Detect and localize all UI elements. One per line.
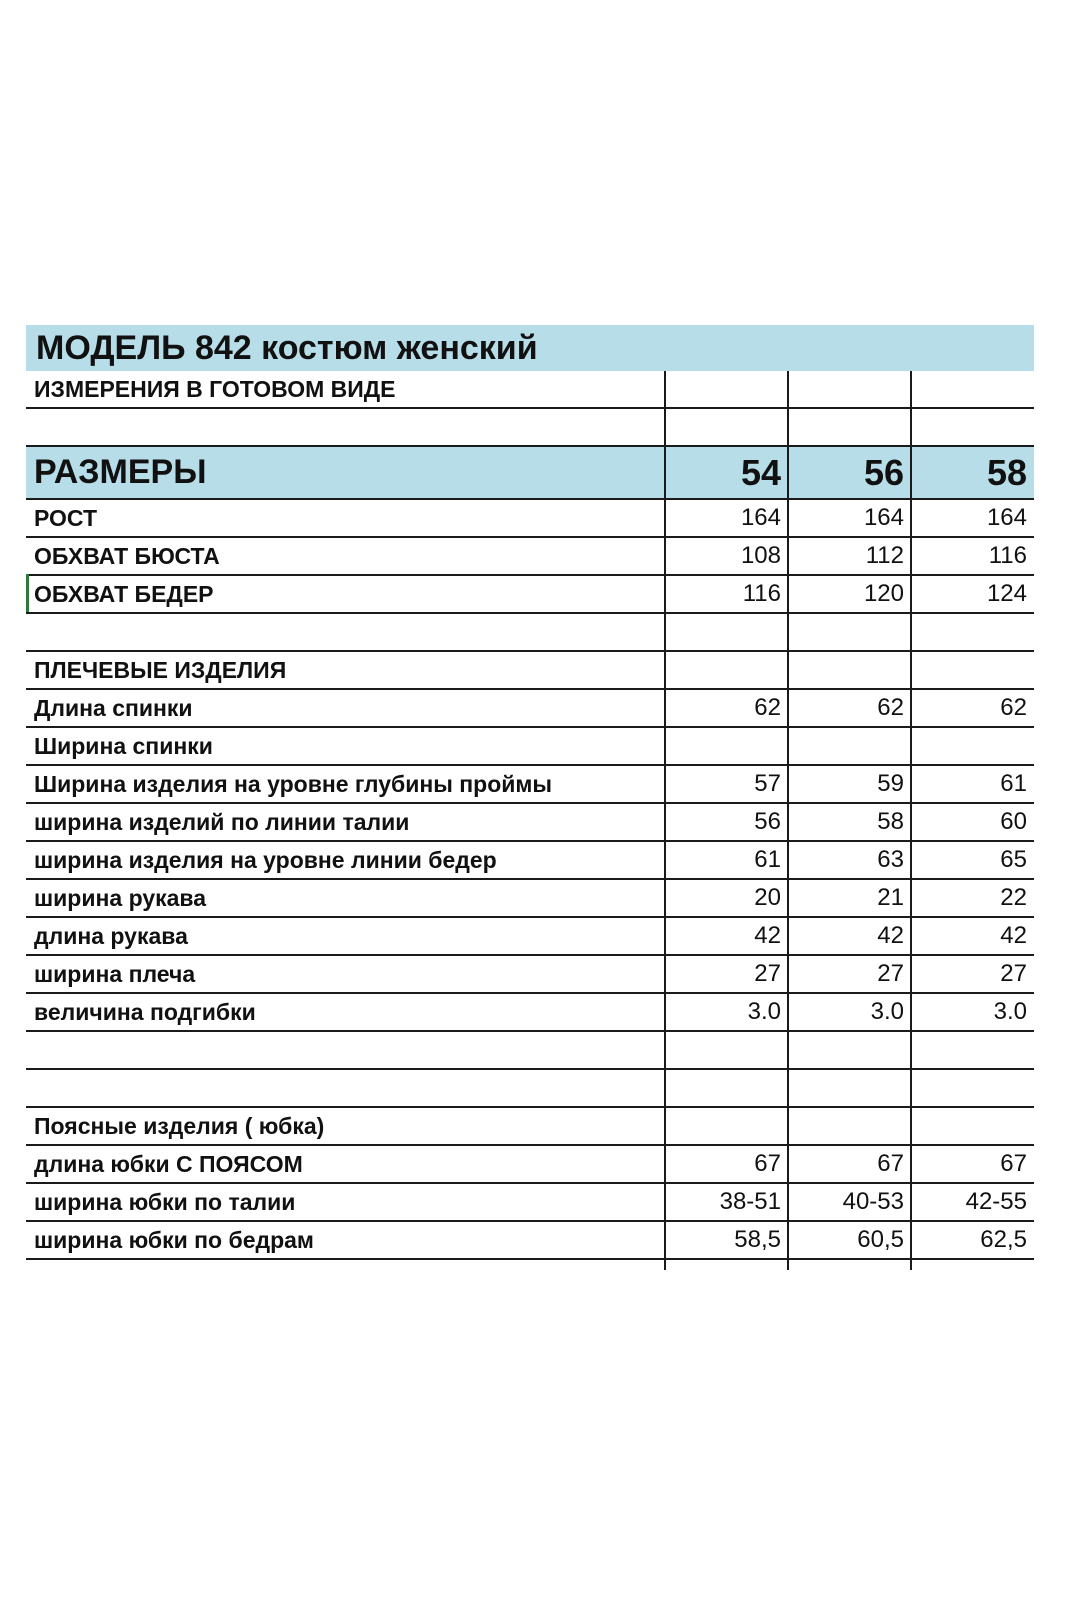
value-cell [664, 614, 787, 650]
table-body [26, 500, 1034, 1270]
value-cell: 61 [664, 842, 787, 878]
value-cell: 62,5 [910, 1222, 1033, 1258]
table-title: МОДЕЛЬ 842 костюм женский [26, 325, 1034, 371]
value-cell [664, 1032, 787, 1068]
empty-cell [910, 409, 1033, 445]
value-cell: 20 [664, 880, 787, 916]
table-row [26, 1108, 1034, 1146]
value-cell [787, 614, 910, 650]
row-label: ПЛЕЧЕВЫЕ ИЗДЕЛИЯ [34, 656, 287, 683]
measurement-table [26, 325, 1034, 1270]
value-cell: 27 [910, 956, 1033, 992]
blank-row [26, 409, 1034, 447]
row-label: ширина рукава [34, 884, 207, 911]
value-cell: 58 [787, 804, 910, 840]
value-cell: 120 [787, 576, 910, 612]
empty-cell [787, 371, 910, 407]
value-cell [910, 614, 1033, 650]
value-cell: 67 [664, 1146, 787, 1182]
value-cell: 58,5 [664, 1222, 787, 1258]
value-cell: 67 [910, 1146, 1033, 1182]
value-cell [910, 1032, 1033, 1068]
row-label [26, 1070, 664, 1106]
value-cell: 42 [910, 918, 1033, 954]
value-cell: 3.0 [787, 994, 910, 1030]
size-header: 56 [787, 447, 910, 498]
empty-cell [664, 409, 787, 445]
table-row [26, 994, 1034, 1032]
value-cell [787, 728, 910, 764]
value-cell: 40-53 [787, 1184, 910, 1220]
row-label: Ширина спинки [34, 732, 213, 759]
table-row [26, 880, 1034, 918]
row-label: ширина изделий по линии талии [34, 808, 410, 835]
table-row [26, 766, 1034, 804]
table-row [26, 1032, 1034, 1070]
value-cell: 112 [787, 538, 910, 574]
row-label: длина юбки С ПОЯСОМ [34, 1150, 303, 1177]
table-row [26, 576, 1034, 614]
row-label: Ширина изделия на уровне глубины проймы [34, 770, 553, 797]
row-label: ширина изделия на уровне линии бедер [34, 846, 497, 873]
value-cell: 116 [664, 576, 787, 612]
table-row [26, 842, 1034, 880]
value-cell: 65 [910, 842, 1033, 878]
empty-cell [26, 409, 664, 445]
value-cell: 42 [787, 918, 910, 954]
row-label [26, 1032, 664, 1068]
value-cell: 61 [910, 766, 1033, 802]
table-row [26, 918, 1034, 956]
row-label: ОБХВАТ БЕДЕР [34, 580, 214, 607]
sizes-label: РАЗМЕРЫ [34, 453, 207, 491]
empty-cell [664, 371, 787, 407]
value-cell: 60 [910, 804, 1033, 840]
table-row [26, 652, 1034, 690]
value-cell [787, 1070, 910, 1106]
value-cell [787, 1108, 910, 1144]
row-label: ширина юбки по бедрам [34, 1226, 314, 1253]
table-row [26, 538, 1034, 576]
value-cell: 62 [787, 690, 910, 726]
value-cell: 22 [910, 880, 1033, 916]
row-label: ширина плеча [34, 960, 196, 987]
table-row [26, 614, 1034, 652]
value-cell: 59 [787, 766, 910, 802]
value-cell: 164 [787, 500, 910, 536]
value-cell: 62 [910, 690, 1033, 726]
value-cell [787, 652, 910, 688]
table-row [26, 1070, 1034, 1108]
value-cell: 56 [664, 804, 787, 840]
cell-selection-marker [26, 574, 29, 612]
value-cell: 60,5 [787, 1222, 910, 1258]
value-cell: 3.0 [664, 994, 787, 1030]
value-cell [910, 1108, 1033, 1144]
subtitle-row [26, 371, 1034, 409]
row-label: длина рукава [34, 922, 188, 949]
value-cell [910, 652, 1033, 688]
value-cell: 57 [664, 766, 787, 802]
value-cell [787, 1032, 910, 1068]
value-cell: 164 [910, 500, 1033, 536]
value-cell: 62 [664, 690, 787, 726]
value-cell: 27 [787, 956, 910, 992]
value-cell: 124 [910, 576, 1033, 612]
table-row [26, 1184, 1034, 1222]
value-cell [664, 652, 787, 688]
size-header: 54 [664, 447, 787, 498]
row-label: величина подгибки [34, 998, 256, 1025]
value-cell: 42-55 [910, 1184, 1033, 1220]
value-cell: 38-51 [664, 1184, 787, 1220]
row-label: РОСТ [34, 504, 98, 531]
value-cell: 108 [664, 538, 787, 574]
row-label: Длина спинки [34, 694, 193, 721]
value-cell: 116 [910, 538, 1033, 574]
size-header: 58 [910, 447, 1033, 498]
row-label: ОБХВАТ БЮСТА [34, 542, 220, 569]
value-cell: 164 [664, 500, 787, 536]
value-cell: 63 [787, 842, 910, 878]
table-row [26, 956, 1034, 994]
row-label: ширина юбки по талии [34, 1188, 296, 1215]
table-row [26, 1222, 1034, 1260]
value-cell [664, 1070, 787, 1106]
table-row [26, 804, 1034, 842]
sizes-header-row [26, 447, 1034, 500]
row-label: Поясные изделия ( юбка) [34, 1112, 325, 1139]
subtitle: ИЗМЕРЕНИЯ В ГОТОВОМ ВИДЕ [34, 375, 396, 402]
empty-cell [787, 409, 910, 445]
table-row [26, 500, 1034, 538]
value-cell: 42 [664, 918, 787, 954]
value-cell [910, 1070, 1033, 1106]
empty-cell [910, 371, 1033, 407]
table-row [26, 728, 1034, 766]
value-cell [910, 728, 1033, 764]
value-cell: 67 [787, 1146, 910, 1182]
row-label [26, 614, 664, 650]
value-cell: 27 [664, 956, 787, 992]
value-cell [664, 1108, 787, 1144]
table-row [26, 690, 1034, 728]
value-cell: 3.0 [910, 994, 1033, 1030]
table-row [26, 1146, 1034, 1184]
value-cell: 21 [787, 880, 910, 916]
table-tail [26, 1260, 1034, 1270]
value-cell [664, 728, 787, 764]
